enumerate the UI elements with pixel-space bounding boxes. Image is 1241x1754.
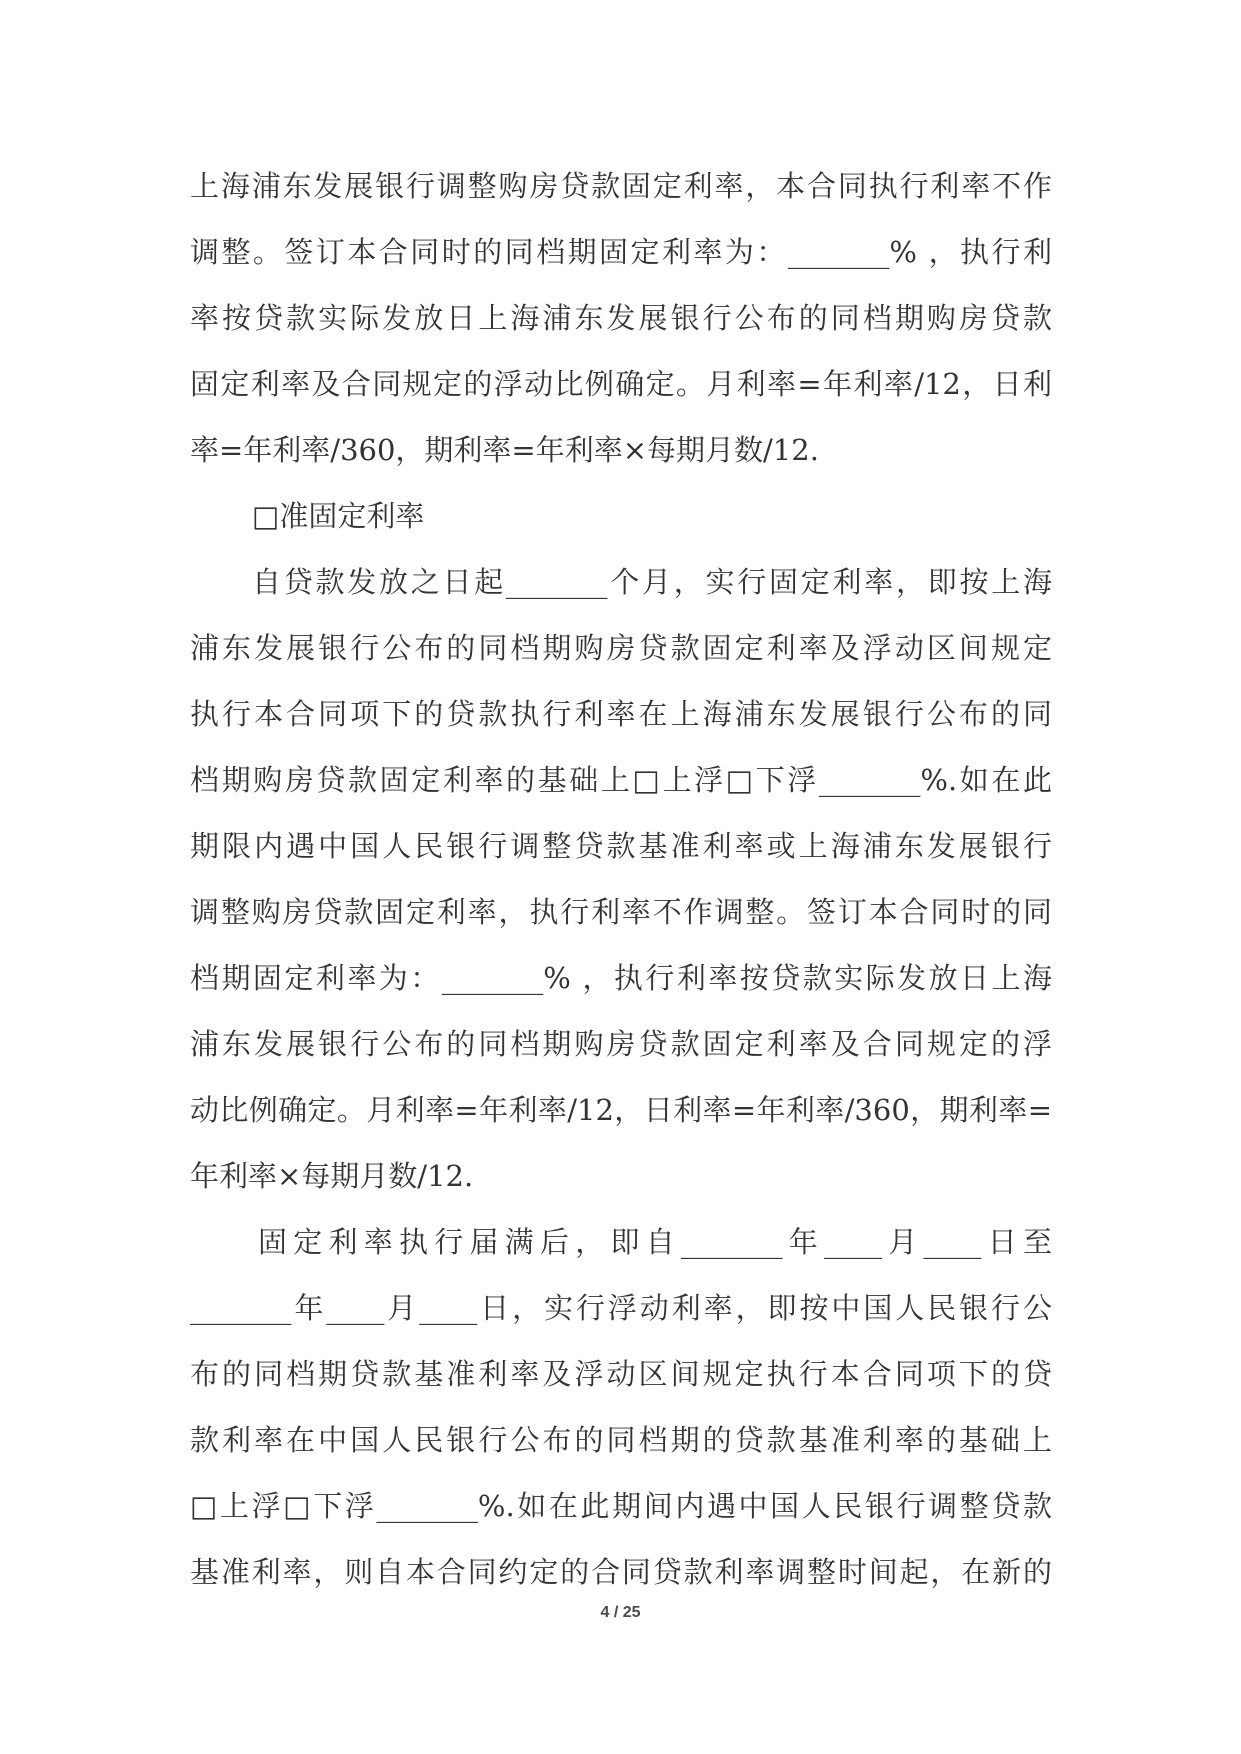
- text-line: 布的同档期贷款基准利率及浮动区间规定执行本合同项下的贷: [190, 1357, 1052, 1391]
- text-line: □上浮□下浮_______%.如在此期间内遇中国人民银行调整贷款: [190, 1489, 1052, 1523]
- text-line: 调整购房贷款固定利率，执行利率不作调整。签订本合同时的同: [190, 895, 1052, 929]
- text-line: 调整。签订本合同时的同档期固定利率为：_______% ，执行利: [190, 235, 1052, 269]
- text-line: 档期购房贷款固定利率的基础上□上浮□下浮_______%.如在此: [190, 763, 1052, 797]
- page-number: 4 / 25: [600, 1604, 641, 1621]
- section-heading: □准固定利率: [252, 499, 425, 533]
- text-line: 年利率×每期月数/12.: [190, 1159, 474, 1193]
- text-line: 基准利率，则自本合同约定的合同贷款利率调整时间起，在新的: [190, 1555, 1052, 1589]
- text-line: 上海浦东发展银行调整购房贷款固定利率，本合同执行利率不作: [190, 169, 1052, 203]
- text-line: 执行本合同项下的贷款执行利率在上海浦东发展银行公布的同: [190, 697, 1052, 731]
- text-line: 档期固定利率为：_______% ，执行利率按贷款实际发放日上海: [190, 961, 1052, 995]
- text-line: 固定利率及合同规定的浮动比例确定。月利率=年利率/12，日利: [190, 367, 1052, 401]
- text-line: 浦东发展银行公布的同档期购房贷款固定利率及浮动区间规定: [190, 631, 1052, 665]
- text-line: 率=年利率/360，期利率=年利率×每期月数/12.: [190, 433, 819, 467]
- text-line: 自贷款发放之日起_______个月，实行固定利率，即按上海: [252, 565, 1052, 599]
- document-body: [190, 158, 1052, 1610]
- text-line: 固定利率执行届满后，即自_______年____月____日至: [258, 1225, 1052, 1259]
- text-line: 浦东发展银行公布的同档期购房贷款固定利率及合同规定的浮: [190, 1027, 1052, 1061]
- text-line: 率按贷款实际发放日上海浦东发展银行公布的同档期购房贷款: [190, 301, 1052, 335]
- text-line: 期限内遇中国人民银行调整贷款基准利率或上海浦东发展银行: [190, 829, 1052, 863]
- text-line: 动比例确定。月利率=年利率/12，日利率=年利率/360，期利率=: [190, 1093, 1052, 1127]
- text-line: _______年____月____日，实行浮动利率，即按中国人民银行公: [190, 1291, 1052, 1325]
- text-line: 款利率在中国人民银行公布的同档期的贷款基准利率的基础上: [190, 1423, 1052, 1457]
